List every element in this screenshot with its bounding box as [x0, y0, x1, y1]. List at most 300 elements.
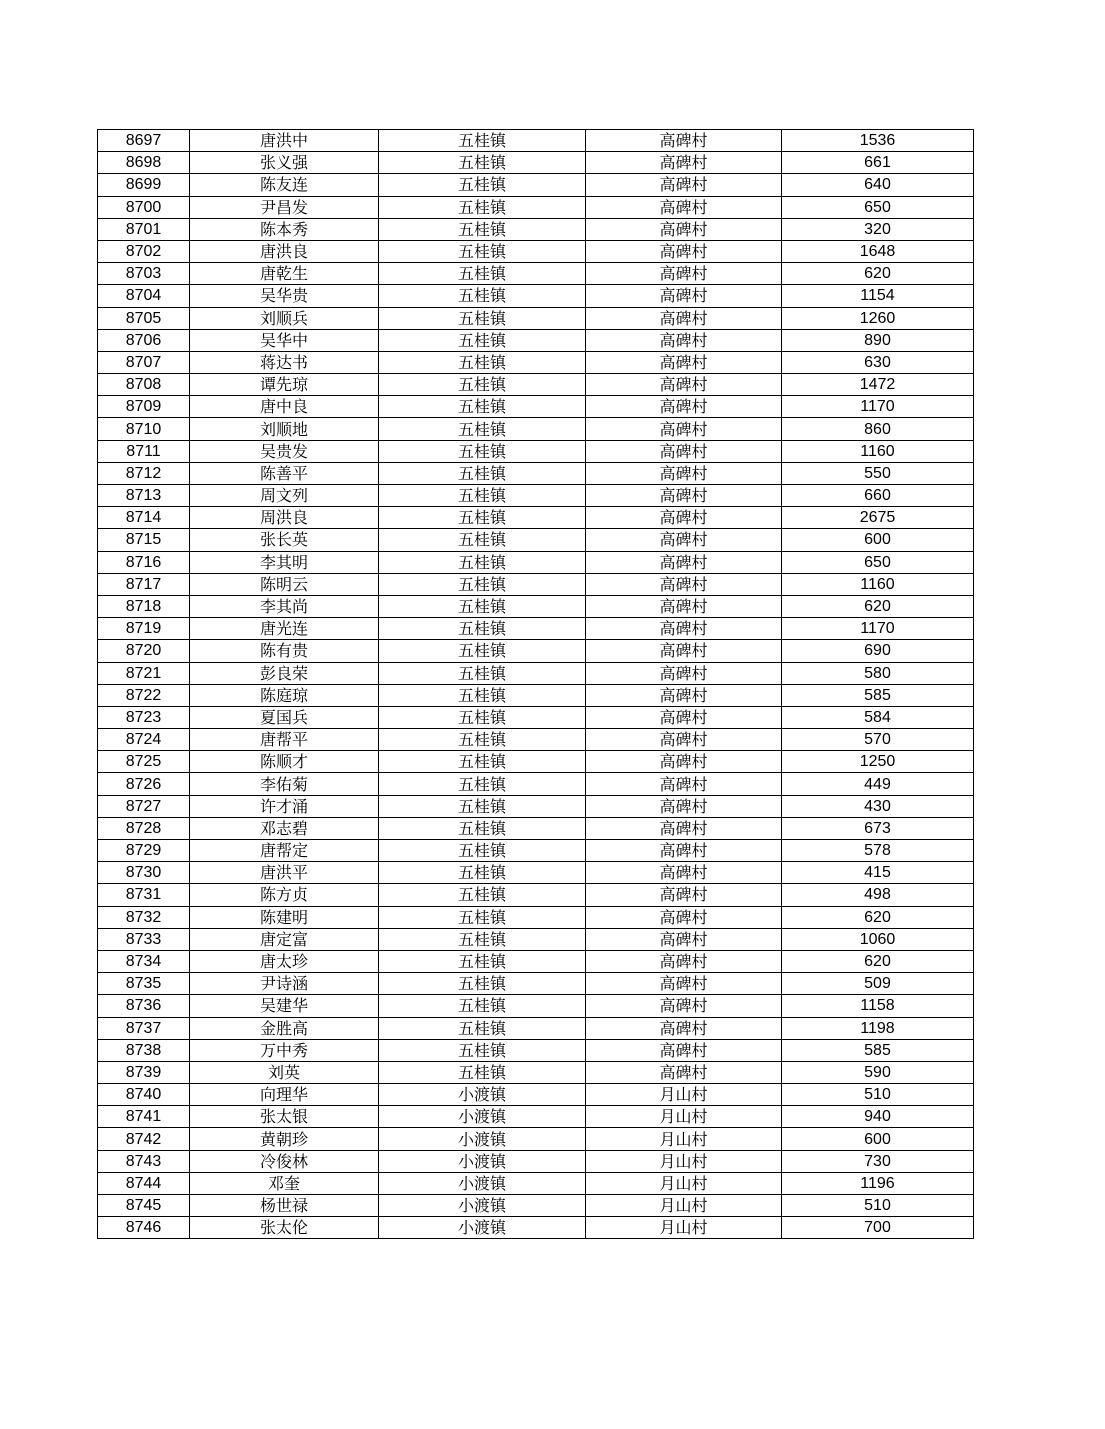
- row-number-cell: 8733: [98, 928, 190, 950]
- name-cell: 唐中良: [190, 396, 379, 418]
- amount-cell: 600: [782, 529, 974, 551]
- village-cell: 高碑村: [586, 928, 782, 950]
- name-cell: 唐帮定: [190, 840, 379, 862]
- name-cell: 陈明云: [190, 573, 379, 595]
- town-cell: 五桂镇: [379, 817, 586, 839]
- amount-cell: 585: [782, 684, 974, 706]
- amount-cell: 860: [782, 418, 974, 440]
- row-number-cell: 8697: [98, 130, 190, 152]
- village-cell: 高碑村: [586, 396, 782, 418]
- town-cell: 五桂镇: [379, 152, 586, 174]
- name-cell: 李其尚: [190, 595, 379, 617]
- village-cell: 高碑村: [586, 640, 782, 662]
- name-cell: 金胜高: [190, 1017, 379, 1039]
- name-cell: 周洪良: [190, 507, 379, 529]
- village-cell: 高碑村: [586, 595, 782, 617]
- table-row: [98, 795, 974, 817]
- table-row: [98, 595, 974, 617]
- name-cell: 刘英: [190, 1061, 379, 1083]
- town-cell: 五桂镇: [379, 618, 586, 640]
- row-number-cell: 8714: [98, 507, 190, 529]
- name-cell: 陈建明: [190, 906, 379, 928]
- village-cell: 高碑村: [586, 862, 782, 884]
- town-cell: 五桂镇: [379, 485, 586, 507]
- row-number-cell: 8719: [98, 618, 190, 640]
- village-cell: 月山村: [586, 1150, 782, 1172]
- row-number-cell: 8739: [98, 1061, 190, 1083]
- village-cell: 高碑村: [586, 1017, 782, 1039]
- village-cell: 高碑村: [586, 950, 782, 972]
- table-row: [98, 529, 974, 551]
- town-cell: 五桂镇: [379, 884, 586, 906]
- amount-cell: 620: [782, 906, 974, 928]
- table-row: [98, 773, 974, 795]
- table-row: [98, 551, 974, 573]
- table-row: [98, 729, 974, 751]
- amount-cell: 1170: [782, 396, 974, 418]
- village-cell: 高碑村: [586, 706, 782, 728]
- amount-cell: 550: [782, 462, 974, 484]
- town-cell: 五桂镇: [379, 551, 586, 573]
- table-row: [98, 973, 974, 995]
- town-cell: 五桂镇: [379, 795, 586, 817]
- amount-cell: 640: [782, 174, 974, 196]
- town-cell: 五桂镇: [379, 418, 586, 440]
- table-row: [98, 485, 974, 507]
- town-cell: 五桂镇: [379, 351, 586, 373]
- amount-cell: 1158: [782, 995, 974, 1017]
- table-row: [98, 1106, 974, 1128]
- amount-cell: 1198: [782, 1017, 974, 1039]
- name-cell: 吴建华: [190, 995, 379, 1017]
- row-number-cell: 8702: [98, 240, 190, 262]
- name-cell: 李佑菊: [190, 773, 379, 795]
- table-row: [98, 1039, 974, 1061]
- data-table: [97, 129, 974, 1239]
- table-row: [98, 1150, 974, 1172]
- amount-cell: 580: [782, 662, 974, 684]
- row-number-cell: 8713: [98, 485, 190, 507]
- row-number-cell: 8743: [98, 1150, 190, 1172]
- town-cell: 小渡镇: [379, 1084, 586, 1106]
- name-cell: 陈方贞: [190, 884, 379, 906]
- name-cell: 周文列: [190, 485, 379, 507]
- table-row: [98, 396, 974, 418]
- name-cell: 杨世禄: [190, 1195, 379, 1217]
- town-cell: 五桂镇: [379, 174, 586, 196]
- name-cell: 唐帮平: [190, 729, 379, 751]
- amount-cell: 1260: [782, 307, 974, 329]
- name-cell: 尹诗涵: [190, 973, 379, 995]
- amount-cell: 1648: [782, 240, 974, 262]
- table-row: [98, 507, 974, 529]
- name-cell: 唐洪平: [190, 862, 379, 884]
- town-cell: 五桂镇: [379, 928, 586, 950]
- name-cell: 许才涌: [190, 795, 379, 817]
- name-cell: 唐定富: [190, 928, 379, 950]
- town-cell: 五桂镇: [379, 973, 586, 995]
- town-cell: 小渡镇: [379, 1172, 586, 1194]
- table-row: [98, 640, 974, 662]
- town-cell: 小渡镇: [379, 1217, 586, 1239]
- name-cell: 张太伦: [190, 1217, 379, 1239]
- amount-cell: 660: [782, 485, 974, 507]
- name-cell: 邓奎: [190, 1172, 379, 1194]
- town-cell: 五桂镇: [379, 640, 586, 662]
- row-number-cell: 8720: [98, 640, 190, 662]
- amount-cell: 585: [782, 1039, 974, 1061]
- town-cell: 五桂镇: [379, 374, 586, 396]
- village-cell: 高碑村: [586, 684, 782, 706]
- town-cell: 五桂镇: [379, 906, 586, 928]
- name-cell: 唐乾生: [190, 263, 379, 285]
- row-number-cell: 8711: [98, 440, 190, 462]
- amount-cell: 620: [782, 950, 974, 972]
- town-cell: 五桂镇: [379, 307, 586, 329]
- table-row: [98, 751, 974, 773]
- amount-cell: 730: [782, 1150, 974, 1172]
- row-number-cell: 8745: [98, 1195, 190, 1217]
- row-number-cell: 8698: [98, 152, 190, 174]
- row-number-cell: 8706: [98, 329, 190, 351]
- amount-cell: 510: [782, 1084, 974, 1106]
- row-number-cell: 8728: [98, 817, 190, 839]
- table-row: [98, 196, 974, 218]
- amount-cell: 1170: [782, 618, 974, 640]
- town-cell: 五桂镇: [379, 662, 586, 684]
- name-cell: 吴华中: [190, 329, 379, 351]
- village-cell: 高碑村: [586, 462, 782, 484]
- table-row: [98, 351, 974, 373]
- table-row: [98, 1084, 974, 1106]
- table-row: [98, 418, 974, 440]
- table-row: [98, 240, 974, 262]
- amount-cell: 661: [782, 152, 974, 174]
- village-cell: 月山村: [586, 1084, 782, 1106]
- amount-cell: 498: [782, 884, 974, 906]
- row-number-cell: 8722: [98, 684, 190, 706]
- row-number-cell: 8712: [98, 462, 190, 484]
- village-cell: 高碑村: [586, 884, 782, 906]
- amount-cell: 509: [782, 973, 974, 995]
- village-cell: 高碑村: [586, 240, 782, 262]
- village-cell: 高碑村: [586, 174, 782, 196]
- village-cell: 高碑村: [586, 840, 782, 862]
- village-cell: 高碑村: [586, 351, 782, 373]
- table-row: [98, 1217, 974, 1239]
- table-row: [98, 263, 974, 285]
- name-cell: 万中秀: [190, 1039, 379, 1061]
- village-cell: 高碑村: [586, 995, 782, 1017]
- table-row: [98, 174, 974, 196]
- town-cell: 小渡镇: [379, 1128, 586, 1150]
- table-row: [98, 573, 974, 595]
- row-number-cell: 8715: [98, 529, 190, 551]
- row-number-cell: 8742: [98, 1128, 190, 1150]
- town-cell: 小渡镇: [379, 1106, 586, 1128]
- table-row: [98, 329, 974, 351]
- name-cell: 黄朝珍: [190, 1128, 379, 1150]
- amount-cell: 510: [782, 1195, 974, 1217]
- amount-cell: 620: [782, 263, 974, 285]
- amount-cell: 620: [782, 595, 974, 617]
- row-number-cell: 8746: [98, 1217, 190, 1239]
- amount-cell: 1536: [782, 130, 974, 152]
- town-cell: 五桂镇: [379, 240, 586, 262]
- village-cell: 月山村: [586, 1106, 782, 1128]
- amount-cell: 1160: [782, 573, 974, 595]
- town-cell: 五桂镇: [379, 507, 586, 529]
- village-cell: 高碑村: [586, 729, 782, 751]
- name-cell: 尹昌发: [190, 196, 379, 218]
- amount-cell: 415: [782, 862, 974, 884]
- name-cell: 陈友连: [190, 174, 379, 196]
- amount-cell: 1060: [782, 928, 974, 950]
- village-cell: 高碑村: [586, 1039, 782, 1061]
- amount-cell: 940: [782, 1106, 974, 1128]
- village-cell: 高碑村: [586, 263, 782, 285]
- village-cell: 高碑村: [586, 507, 782, 529]
- table-row: [98, 862, 974, 884]
- row-number-cell: 8708: [98, 374, 190, 396]
- village-cell: 高碑村: [586, 662, 782, 684]
- village-cell: 高碑村: [586, 418, 782, 440]
- name-cell: 向理华: [190, 1084, 379, 1106]
- table-row: [98, 440, 974, 462]
- village-cell: 高碑村: [586, 374, 782, 396]
- village-cell: 高碑村: [586, 130, 782, 152]
- row-number-cell: 8732: [98, 906, 190, 928]
- table-row: [98, 928, 974, 950]
- table-row: [98, 817, 974, 839]
- town-cell: 五桂镇: [379, 440, 586, 462]
- village-cell: 高碑村: [586, 529, 782, 551]
- table-row: [98, 285, 974, 307]
- name-cell: 唐光连: [190, 618, 379, 640]
- village-cell: 高碑村: [586, 1061, 782, 1083]
- row-number-cell: 8710: [98, 418, 190, 440]
- row-number-cell: 8716: [98, 551, 190, 573]
- amount-cell: 320: [782, 218, 974, 240]
- village-cell: 高碑村: [586, 329, 782, 351]
- table-row: [98, 1172, 974, 1194]
- village-cell: 高碑村: [586, 906, 782, 928]
- village-cell: 月山村: [586, 1172, 782, 1194]
- row-number-cell: 8736: [98, 995, 190, 1017]
- table-row: [98, 1061, 974, 1083]
- amount-cell: 578: [782, 840, 974, 862]
- table-row: [98, 374, 974, 396]
- table-row: [98, 906, 974, 928]
- amount-cell: 690: [782, 640, 974, 662]
- table-row: [98, 130, 974, 152]
- name-cell: 唐洪良: [190, 240, 379, 262]
- town-cell: 五桂镇: [379, 729, 586, 751]
- name-cell: 陈庭琼: [190, 684, 379, 706]
- amount-cell: 590: [782, 1061, 974, 1083]
- row-number-cell: 8699: [98, 174, 190, 196]
- town-cell: 小渡镇: [379, 1195, 586, 1217]
- row-number-cell: 8701: [98, 218, 190, 240]
- row-number-cell: 8721: [98, 662, 190, 684]
- town-cell: 五桂镇: [379, 285, 586, 307]
- row-number-cell: 8731: [98, 884, 190, 906]
- village-cell: 高碑村: [586, 152, 782, 174]
- table-row: [98, 618, 974, 640]
- row-number-cell: 8723: [98, 706, 190, 728]
- name-cell: 陈有贵: [190, 640, 379, 662]
- table-row: [98, 1195, 974, 1217]
- row-number-cell: 8730: [98, 862, 190, 884]
- row-number-cell: 8734: [98, 950, 190, 972]
- table-row: [98, 995, 974, 1017]
- name-cell: 彭良荣: [190, 662, 379, 684]
- table-row: [98, 662, 974, 684]
- amount-cell: 700: [782, 1217, 974, 1239]
- town-cell: 五桂镇: [379, 862, 586, 884]
- town-cell: 五桂镇: [379, 1017, 586, 1039]
- amount-cell: 2675: [782, 507, 974, 529]
- village-cell: 高碑村: [586, 795, 782, 817]
- row-number-cell: 8727: [98, 795, 190, 817]
- village-cell: 高碑村: [586, 196, 782, 218]
- table-row: [98, 462, 974, 484]
- row-number-cell: 8741: [98, 1106, 190, 1128]
- amount-cell: 890: [782, 329, 974, 351]
- amount-cell: 449: [782, 773, 974, 795]
- village-cell: 月山村: [586, 1217, 782, 1239]
- town-cell: 五桂镇: [379, 130, 586, 152]
- name-cell: 刘顺地: [190, 418, 379, 440]
- name-cell: 陈顺才: [190, 751, 379, 773]
- village-cell: 高碑村: [586, 618, 782, 640]
- name-cell: 蒋达书: [190, 351, 379, 373]
- town-cell: 五桂镇: [379, 1061, 586, 1083]
- village-cell: 高碑村: [586, 973, 782, 995]
- town-cell: 五桂镇: [379, 950, 586, 972]
- row-number-cell: 8724: [98, 729, 190, 751]
- amount-cell: 630: [782, 351, 974, 373]
- name-cell: 吴华贵: [190, 285, 379, 307]
- row-number-cell: 8703: [98, 263, 190, 285]
- amount-cell: 650: [782, 551, 974, 573]
- row-number-cell: 8738: [98, 1039, 190, 1061]
- town-cell: 五桂镇: [379, 573, 586, 595]
- row-number-cell: 8729: [98, 840, 190, 862]
- town-cell: 小渡镇: [379, 1150, 586, 1172]
- table-row: [98, 840, 974, 862]
- amount-cell: 1250: [782, 751, 974, 773]
- village-cell: 高碑村: [586, 307, 782, 329]
- row-number-cell: 8735: [98, 973, 190, 995]
- village-cell: 高碑村: [586, 285, 782, 307]
- row-number-cell: 8709: [98, 396, 190, 418]
- town-cell: 五桂镇: [379, 218, 586, 240]
- town-cell: 五桂镇: [379, 840, 586, 862]
- town-cell: 五桂镇: [379, 751, 586, 773]
- amount-cell: 600: [782, 1128, 974, 1150]
- village-cell: 高碑村: [586, 485, 782, 507]
- amount-cell: 570: [782, 729, 974, 751]
- village-cell: 高碑村: [586, 551, 782, 573]
- amount-cell: 1160: [782, 440, 974, 462]
- town-cell: 五桂镇: [379, 706, 586, 728]
- amount-cell: 430: [782, 795, 974, 817]
- table-body: [98, 130, 974, 1239]
- village-cell: 高碑村: [586, 751, 782, 773]
- table-row: [98, 307, 974, 329]
- name-cell: 李其明: [190, 551, 379, 573]
- town-cell: 五桂镇: [379, 684, 586, 706]
- village-cell: 高碑村: [586, 573, 782, 595]
- name-cell: 夏国兵: [190, 706, 379, 728]
- amount-cell: 584: [782, 706, 974, 728]
- town-cell: 五桂镇: [379, 263, 586, 285]
- name-cell: 张长英: [190, 529, 379, 551]
- town-cell: 五桂镇: [379, 773, 586, 795]
- name-cell: 谭先琼: [190, 374, 379, 396]
- village-cell: 月山村: [586, 1128, 782, 1150]
- row-number-cell: 8726: [98, 773, 190, 795]
- row-number-cell: 8718: [98, 595, 190, 617]
- row-number-cell: 8744: [98, 1172, 190, 1194]
- village-cell: 高碑村: [586, 218, 782, 240]
- row-number-cell: 8725: [98, 751, 190, 773]
- name-cell: 吴贵发: [190, 440, 379, 462]
- table-row: [98, 884, 974, 906]
- amount-cell: 1154: [782, 285, 974, 307]
- town-cell: 五桂镇: [379, 462, 586, 484]
- village-cell: 高碑村: [586, 817, 782, 839]
- row-number-cell: 8705: [98, 307, 190, 329]
- table-row: [98, 1128, 974, 1150]
- row-number-cell: 8707: [98, 351, 190, 373]
- amount-cell: 673: [782, 817, 974, 839]
- name-cell: 唐太珍: [190, 950, 379, 972]
- name-cell: 陈善平: [190, 462, 379, 484]
- amount-cell: 650: [782, 196, 974, 218]
- table-row: [98, 152, 974, 174]
- table-row: [98, 1017, 974, 1039]
- name-cell: 冷俊林: [190, 1150, 379, 1172]
- table-row: [98, 684, 974, 706]
- row-number-cell: 8737: [98, 1017, 190, 1039]
- table-row: [98, 950, 974, 972]
- row-number-cell: 8704: [98, 285, 190, 307]
- name-cell: 张太银: [190, 1106, 379, 1128]
- town-cell: 五桂镇: [379, 196, 586, 218]
- town-cell: 五桂镇: [379, 595, 586, 617]
- town-cell: 五桂镇: [379, 995, 586, 1017]
- village-cell: 高碑村: [586, 773, 782, 795]
- name-cell: 陈本秀: [190, 218, 379, 240]
- name-cell: 张义强: [190, 152, 379, 174]
- name-cell: 唐洪中: [190, 130, 379, 152]
- name-cell: 邓志碧: [190, 817, 379, 839]
- town-cell: 五桂镇: [379, 1039, 586, 1061]
- row-number-cell: 8717: [98, 573, 190, 595]
- village-cell: 月山村: [586, 1195, 782, 1217]
- town-cell: 五桂镇: [379, 396, 586, 418]
- amount-cell: 1196: [782, 1172, 974, 1194]
- village-cell: 高碑村: [586, 440, 782, 462]
- town-cell: 五桂镇: [379, 329, 586, 351]
- amount-cell: 1472: [782, 374, 974, 396]
- town-cell: 五桂镇: [379, 529, 586, 551]
- row-number-cell: 8700: [98, 196, 190, 218]
- row-number-cell: 8740: [98, 1084, 190, 1106]
- table-row: [98, 706, 974, 728]
